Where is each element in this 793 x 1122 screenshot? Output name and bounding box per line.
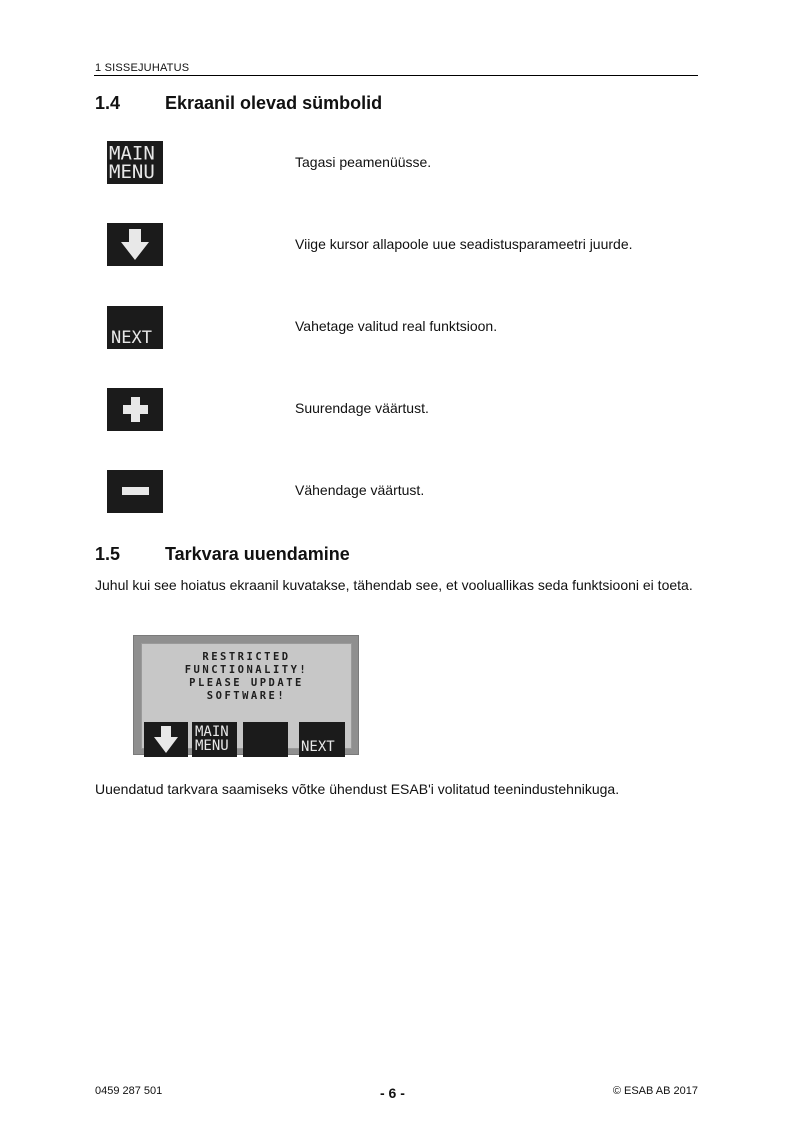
lcd-line: FUNCTIONALITY! <box>184 664 309 676</box>
next-icon <box>107 306 163 349</box>
page-number: - 6 - <box>380 1085 405 1101</box>
running-header: 1 SISSEJUHATUS <box>95 62 190 74</box>
lcd-main-menu-button <box>192 722 237 757</box>
lcd-next-button <box>299 722 345 757</box>
lcd-line: SOFTWARE! <box>206 690 287 702</box>
symbol-description: Vahetage valitud real funktsioon. <box>295 318 498 334</box>
symbol-description: Viige kursor allapoole uue seadistusparameetri juurde. <box>295 236 633 252</box>
icon-text: MAIN <box>109 142 155 165</box>
outro-paragraph: Uuendatud tarkvara saamiseks võtke ühendust ESAB'i volitatud teenindustehnikuga. <box>95 781 620 797</box>
minus-icon <box>107 470 163 513</box>
icon-text: NEXT <box>111 328 152 348</box>
lcd-button-text: MENU <box>195 738 229 754</box>
footer-doc-number: 0459 287 501 <box>95 1085 163 1097</box>
lcd-line: PLEASE UPDATE <box>189 677 304 689</box>
footer-copyright: © ESAB AB 2017 <box>612 1085 698 1097</box>
intro-paragraph: Juhul kui see hoiatus ekraanil kuvatakse, tähendab see, et vooluallikas seda funktsiooni ei toeta. <box>95 577 693 593</box>
main-menu-icon <box>107 141 163 184</box>
arrow-down-icon <box>144 722 188 757</box>
lcd-display <box>133 635 359 755</box>
section-number: 1.4 <box>95 93 121 113</box>
lcd-button-text: NEXT <box>301 739 335 755</box>
header-rule <box>94 75 698 76</box>
lcd-empty-button <box>243 722 288 757</box>
arrow-down-icon <box>107 223 163 266</box>
lcd-screen <box>141 643 352 755</box>
icon-text: MENU <box>109 160 155 183</box>
minus-glyph <box>107 470 163 513</box>
plus-glyph <box>107 388 163 431</box>
symbol-description: Vähendage väärtust. <box>295 482 425 498</box>
lcd-arrow-down-button <box>144 722 188 757</box>
arrow-down-glyph <box>107 223 163 266</box>
lcd-line: RESTRICTED <box>202 651 291 663</box>
lcd-message <box>142 651 351 703</box>
symbol-description: Suurendage väärtust. <box>295 400 429 416</box>
section-title: Tarkvara uuendamine <box>165 544 350 564</box>
lcd-button-text: MAIN <box>195 724 229 740</box>
symbol-description: Tagasi peamenüüsse. <box>295 154 432 170</box>
section-title: Ekraanil olevad sümbolid <box>165 93 383 113</box>
plus-icon <box>107 388 163 431</box>
section-number: 1.5 <box>95 544 121 564</box>
